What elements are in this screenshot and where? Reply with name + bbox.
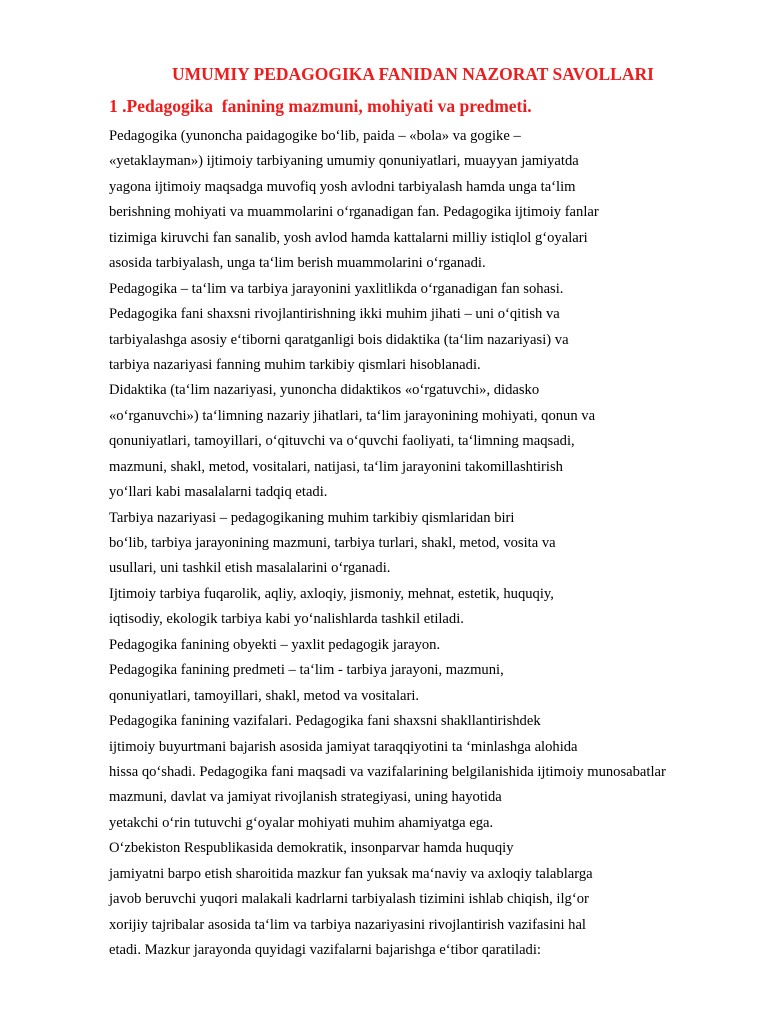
text-line: «yetaklayman») ijtimoiy tarbiyaning umumiy qonuniyatlari, muayyan jamiyatda: [109, 153, 579, 170]
text-line: yagona ijtimoiy maqsadga muvofiq yosh avlodni tarbiyalash hamda unga ta‘lim: [109, 178, 576, 195]
text-line: Pedagogika fanining predmeti – ta‘lim - tarbiya jarayoni, mazmuni,: [109, 662, 504, 679]
text-line: javob beruvchi yuqori malakali kadrlarni tarbiyalash tizimini ishlab chiqish, ilg‘or: [109, 891, 589, 908]
text-line: qonuniyatlari, tamoyillari, o‘qituvchi va o‘quvchi faoliyati, ta‘limning maqsadi,: [109, 433, 575, 450]
text-line: bo‘lib, tarbiya jarayonining mazmuni, tarbiya turlari, shakl, metod, vosita va: [109, 535, 556, 551]
text-line: mazmuni, shakl, metod, vositalari, natijasi, ta‘lim jarayonini takomillashtirish: [109, 458, 563, 475]
text-line: berishning mohiyati va muammolarini o‘rganadigan fan. Pedagogika ijtimoiy fanlar: [109, 204, 599, 221]
text-line: usullari, uni tashkil etish masalalarini o‘rganadi.: [109, 560, 391, 577]
text-line: qonuniyatlari, tamoyillari, shakl, metod va vositalari.: [109, 687, 420, 704]
document-title: UMUMIY PEDAGOGIKA FANIDAN NAZORAT SAVOLLARI: [172, 64, 654, 84]
text-line: Pedagogika (yunoncha paidagogike bo‘lib, paida – «bola» va gogike –: [109, 128, 521, 144]
text-line: etadi. Mazkur jarayonda quyidagi vazifalarni bajarishga e‘tibor qaratiladi:: [109, 942, 541, 958]
text-line: Didaktika (ta‘lim nazariyasi, yunoncha didaktikos «o‘rgatuvchi», didasko: [109, 382, 540, 399]
section-heading: 1 .Pedagogika fanining mazmuni, mohiyati va predmeti.: [109, 96, 532, 116]
text-line: iqtisodiy, ekologik tarbiya kabi yo‘nalishlarda tashkil etiladi.: [109, 611, 464, 628]
text-line: hissa qo‘shadi. Pedagogika fani maqsadi va vazifalarining belgilanishida ijtimoiy munosabatlar: [109, 763, 666, 780]
text-line: Pedagogika fanining obyekti – yaxlit pedagogik jarayon.: [109, 636, 441, 653]
body-text: [109, 124, 749, 963]
text-line: «o‘rganuvchi») ta‘limning nazariy jihatlari, ta‘lim jarayonining mohiyati, qonun va: [109, 407, 596, 424]
text-line: mazmuni, davlat va jamiyat rivojlanish strategiyasi, uning hayotida: [109, 789, 502, 806]
text-line: xorijiy tajribalar asosida ta‘lim va tarbiya nazariyasini rivojlantirish vazifasini hal: [109, 916, 586, 933]
text-line: yo‘llari kabi masalalarni tadqiq etadi.: [109, 484, 328, 501]
text-line: tizimiga kiruvchi fan sanalib, yosh avlod hamda kattalarni milliy istiqlol g‘oyalari: [109, 229, 588, 246]
text-line: Pedagogika fani shaxsni rivojlantirishning ikki muhim jihati – uni o‘qitish va: [109, 306, 560, 323]
text-line: Ijtimoiy tarbiya fuqarolik, aqliy, axloqiy, jismoniy, mehnat, estetik, huquqiy,: [109, 585, 554, 602]
text-line: Pedagogika fanining vazifalari. Pedagogika fani shaxsni shakllantirishdek: [109, 713, 541, 730]
text-line: O‘zbekiston Respublikasida demokratik, insonparvar hamda huquqiy: [109, 840, 514, 857]
text-line: jamiyatni barpo etish sharoitida mazkur fan yuksak ma‘naviy va axloqiy talablarga: [109, 865, 593, 882]
text-line: yetakchi o‘rin tutuvchi g‘oyalar mohiyati muhim ahamiyatga ega.: [109, 814, 494, 831]
text-line: asosida tarbiyalash, unga ta‘lim berish muammolarini o‘rganadi.: [109, 255, 486, 272]
text-line: tarbiyalashga asosiy e‘tiborni qaratganligi bois didaktika (ta‘lim nazariyasi) va: [109, 331, 569, 348]
text-line: Tarbiya nazariyasi – pedagogikaning muhim tarkibiy qismlaridan biri: [109, 509, 515, 526]
text-line: Pedagogika – ta‘lim va tarbiya jarayonini yaxlitlikda o‘rganadigan fan sohasi.: [109, 280, 564, 297]
text-line: tarbiya nazariyasi fanning muhim tarkibiy qismlari hisoblanadi.: [109, 356, 481, 373]
text-line: ijtimoiy buyurtmani bajarish asosida jamiyat taraqqiyotini ta ‘minlashga alohida: [109, 738, 578, 755]
